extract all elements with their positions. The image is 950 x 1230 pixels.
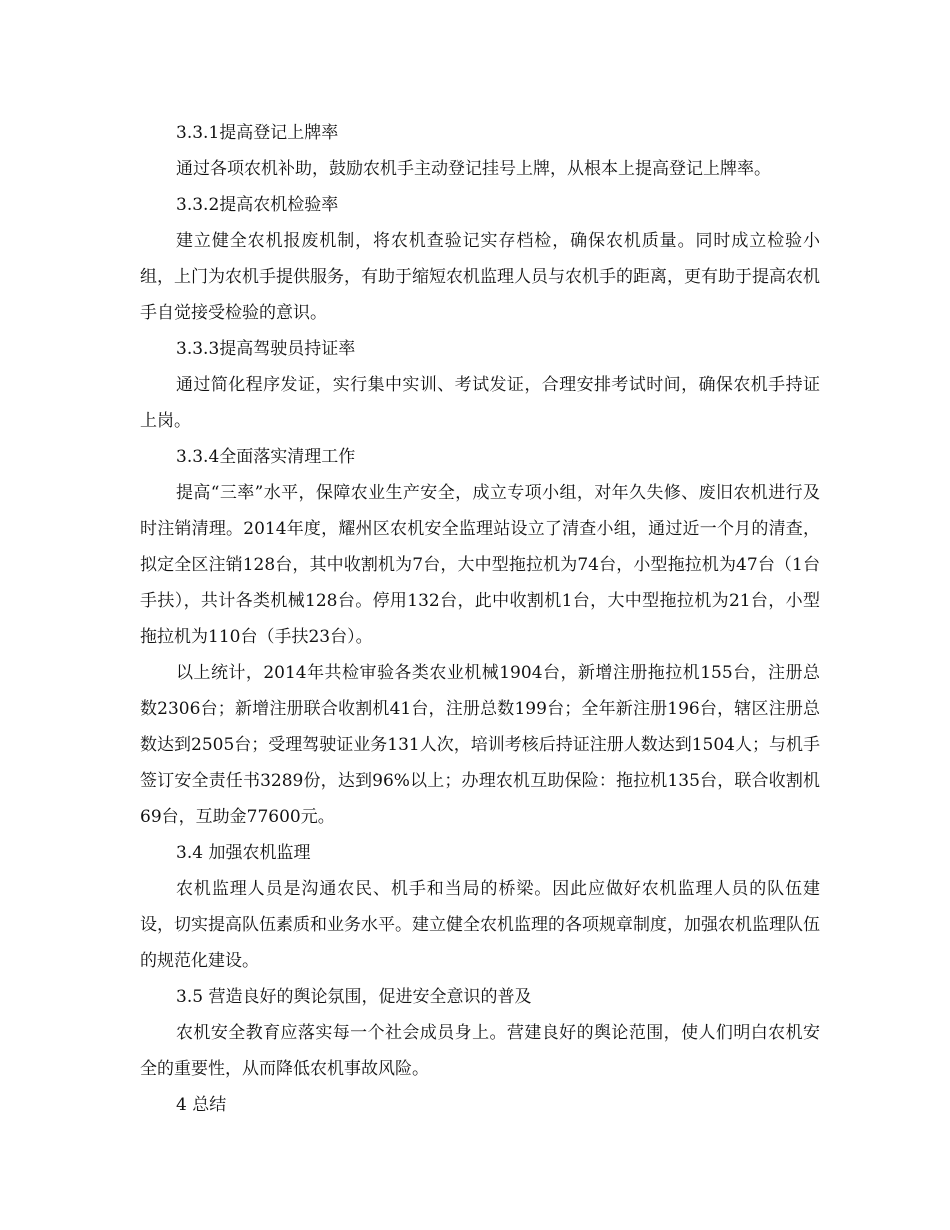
paragraph-driver-license: 通过简化程序发证，实行集中实训、考试发证，合理安排考试时间，确保农机手持证上岗。 (140, 375, 820, 431)
paragraph-supervision: 农机监理人员是沟通农民、机手和当局的桥梁。因此应做好农机监理人员的队伍建设，切实提高队伍素质和业务水平。建立健全农机监理的各项规章制度，加强农机监理队伍的规范化建设。 (140, 879, 820, 971)
paragraph-safety-awareness: 农机安全教育应落实每一个社会成员身上。营建良好的舆论范围，使人们明白农机安全的重要性，从而降低农机事故风险。 (140, 1023, 820, 1079)
section-heading-3-3-3: 3.3.3提高驾驶员持证率 (176, 339, 356, 359)
section-heading-3-3-2: 3.3.2提高农机检验率 (176, 195, 339, 215)
paragraph-cleanup-work: 提高“三率”水平，保障农业生产安全，成立专项小组，对年久失修、废旧农机进行及时注销清理。2014年度，耀州区农机安全监理站设立了清查小组，通过近一个月的清查，拟定全区注销128台，其中收割机为7台，大中型拖拉机为74台，小型拖拉机为47台（1台手扶），共计各类机械128台。停用132台，此中收割机1台，大中型拖拉机为21台，小型拖拉机为110台（手扶23台）。 (140, 483, 820, 647)
paragraph-inspection-rate: 建立健全农机报废机制，将农机查验记实存档检，确保农机质量。同时成立检验小组，上门为农机手提供服务，有助于缩短农机监理人员与农机手的距离，更有助于提高农机手自觉接受检验的意识。 (140, 231, 820, 323)
paragraph-plate-registration: 通过各项农机补助，鼓励农机手主动登记挂号上牌，从根本上提高登记上牌率。 (176, 159, 771, 179)
section-heading-3-3-1: 3.3.1提高登记上牌率 (176, 123, 339, 143)
section-heading-3-3-4: 3.3.4全面落实清理工作 (176, 447, 356, 467)
paragraph-statistics: 以上统计，2014年共检审验各类农业机械1904台，新增注册拖拉机155台，注册总数2306台；新增注册联合收割机41台，注册总数199台；全年新注册196台，辖区注册总数达到2505台；受理驾驶证业务131人次，培训考核后持证注册人数达到1504人；与机手签订安全责任书3289份，达到96%以上；办理农机互助保险：拖拉机135台，联合收割机69台，互助金77600元。 (140, 663, 820, 827)
section-heading-3-5: 3.5 营造良好的舆论氛围，促进安全意识的普及 (176, 987, 532, 1007)
document-page (140, 115, 820, 1123)
section-heading-4: 4 总结 (176, 1095, 227, 1115)
section-heading-3-4: 3.4 加强农机监理 (176, 843, 311, 863)
